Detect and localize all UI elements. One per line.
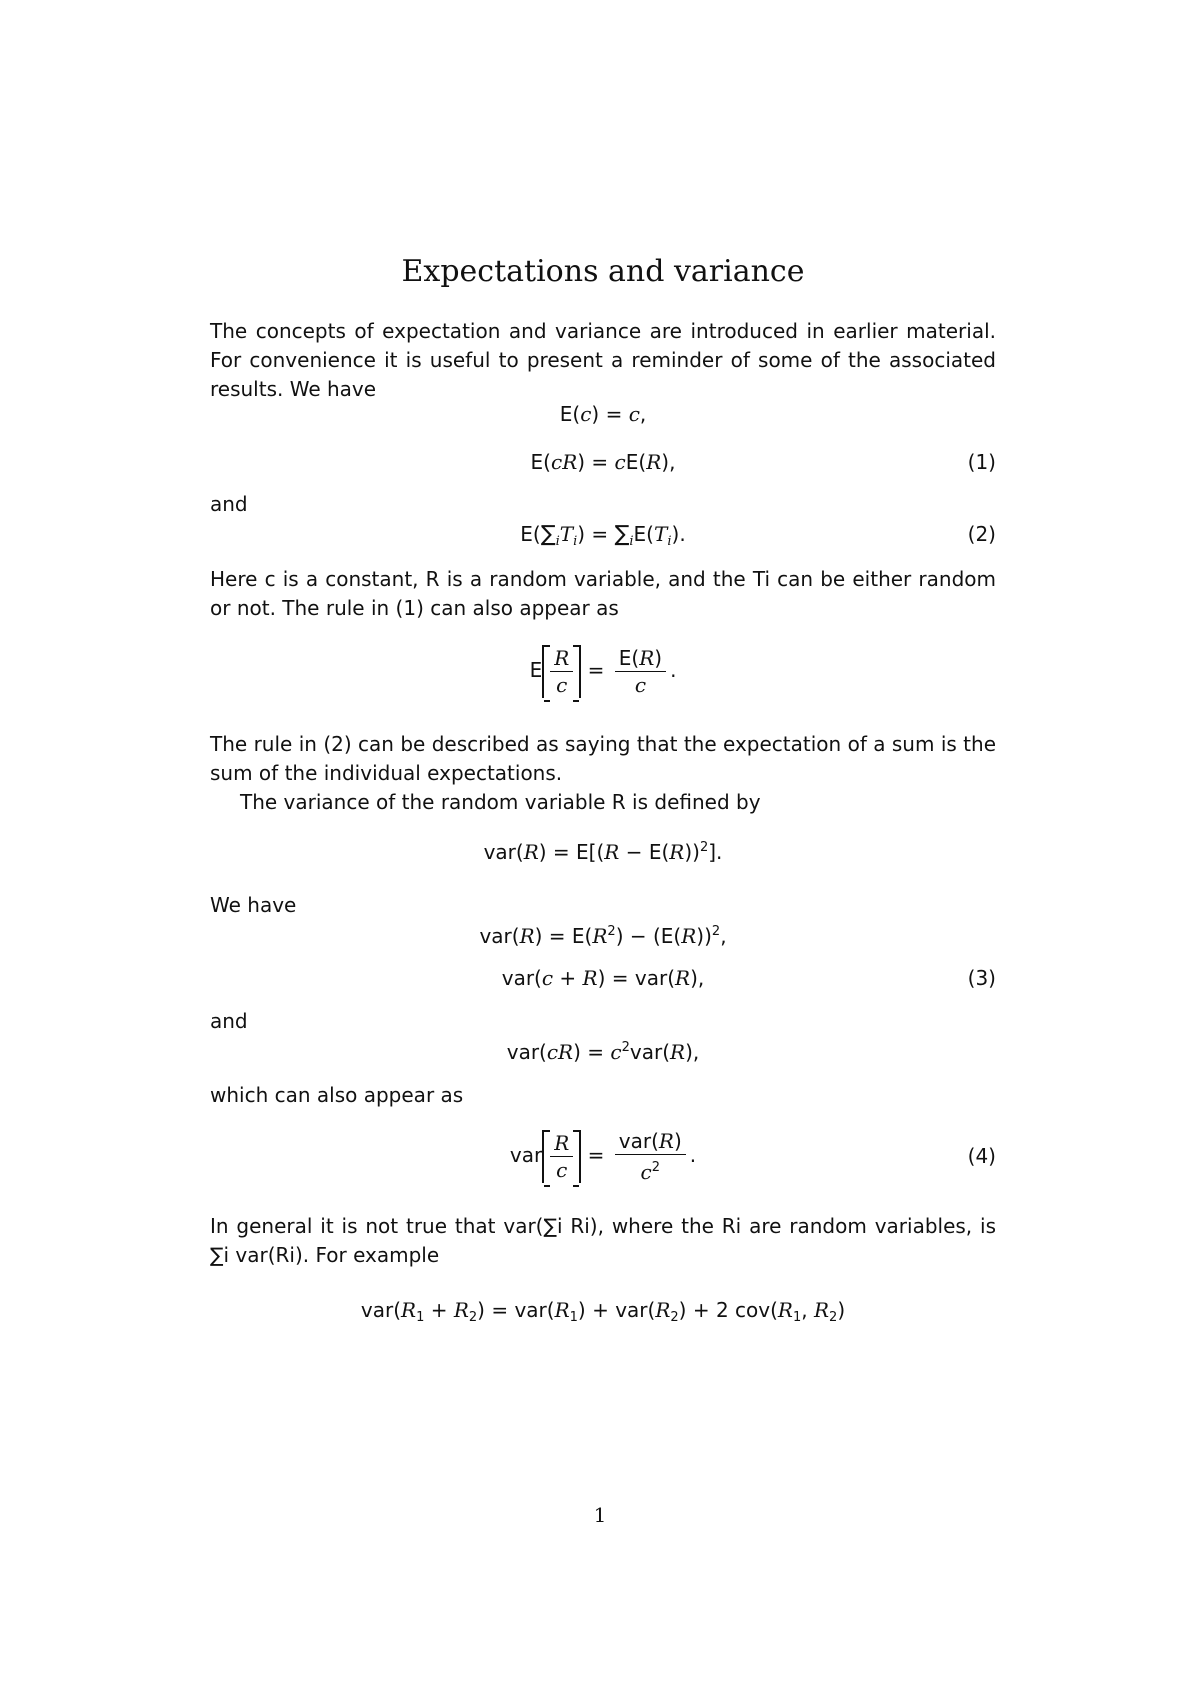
connector-and-2: and xyxy=(210,1009,248,1033)
general-variance-paragraph: In general it is not true that var(∑i Ri), where the Ri are random variables, is ∑i var(Ri). For example xyxy=(210,1214,996,1267)
equation-number-1: (1) xyxy=(967,450,996,474)
connector-we-have: We have xyxy=(210,893,297,917)
equation-variance-scaling: $var(cR) = c^2var(R)$, xyxy=(506,1040,700,1064)
definitions-paragraph: Here c is a constant, R is a random variable, and the Ti can be either random or not. The rule in (1) can also appear as xyxy=(210,567,996,620)
equation-number-2: (2) xyxy=(967,522,996,546)
equation-variance-definition: $var(R) = E[(R - E(R))^2]$. xyxy=(483,840,723,864)
equation-2: $E(\sum_iT_i) = \sum_iE(T_i)$. (2) xyxy=(520,522,996,549)
equation-variance-sum: $var(R_1 + R_2) = var(R_1) + var(R_2) + 2$ $cov(R_1$, $R_2$) xyxy=(360,1298,846,1325)
sum-rule-paragraph: The rule in (2) can be described as saying that the expectation of a sum is the sum of the individual expectations. xyxy=(210,732,996,785)
equation-variance-expansion: $var(R) = E(R^2) - (E(R))^2$, xyxy=(479,924,727,948)
connector-and-1: and xyxy=(210,492,248,516)
variance-definition-paragraph: The variance of the random variable R is defined by xyxy=(240,790,761,814)
equation-4: var $\frac{R}{c}$ = $\frac{\text{var(R)}}{c^2}$ . (4) xyxy=(509,1129,996,1184)
equation-number-4: (4) xyxy=(967,1144,996,1168)
page-number: 1 xyxy=(593,1503,607,1527)
equation-3: var(c + R) = var(R), (3) xyxy=(501,966,996,990)
equation-expectation-constant: E(c) = c, xyxy=(559,402,647,426)
page-title: Expectations and variance xyxy=(401,254,805,289)
intro-paragraph: The concepts of expectation and variance are introduced in earlier material. For convenience it is useful to present a reminder of some of the associated results. We have xyxy=(210,319,996,401)
connector-which: which can also appear as xyxy=(210,1083,464,1107)
equation-number-3: (3) xyxy=(967,966,996,990)
equation-expectation-fraction: E $\frac{R}{c}$ = $\frac{E(R)}{c}$ . xyxy=(529,646,677,697)
equation-1: E(cR) = cE(R), (1) xyxy=(530,450,996,474)
